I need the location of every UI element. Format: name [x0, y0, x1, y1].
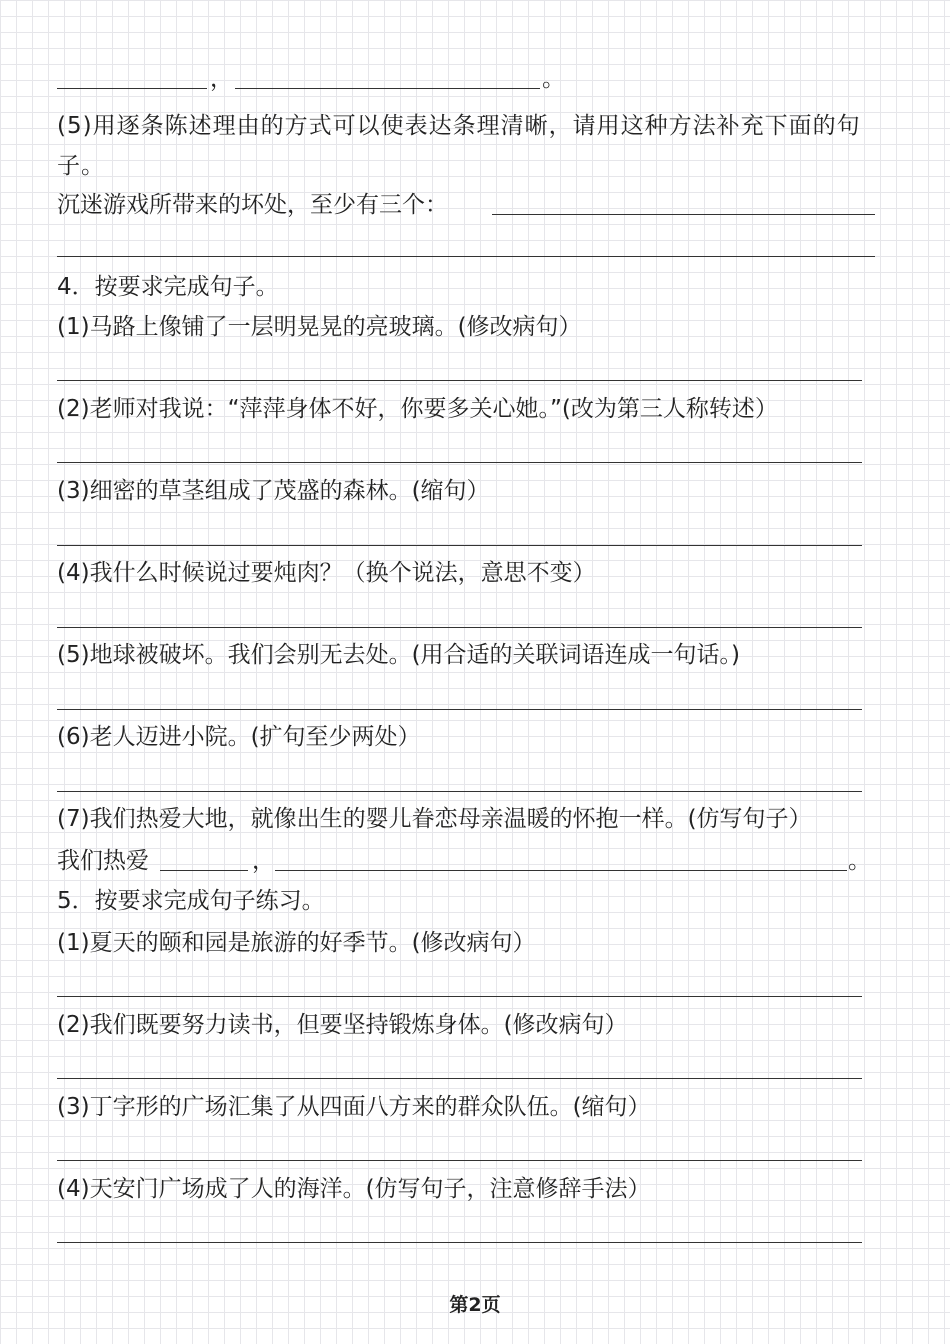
page-number: 第2页: [449, 1294, 501, 1316]
answer-line[interactable]: [57, 380, 862, 381]
question-item: (5)地球被破坏。我们会别无去处。(用合适的关联词语连成一句话。): [57, 642, 741, 668]
answer-line[interactable]: [57, 1160, 862, 1161]
question-item: (6)老人迈进小院。(扩句至少两处）: [57, 724, 421, 750]
question-item: (7)我们热爱大地，就像出生的婴儿眷恋母亲温暖的怀抱一样。(仿写句子）: [57, 806, 812, 832]
question-prompt: (5)用逐条陈述理由的方式可以使表达条理清晰，请用这种方法补充下面的句子。: [57, 113, 861, 179]
question-item: (1)夏天的颐和园是旅游的好季节。(修改病句）: [57, 930, 536, 956]
answer-line[interactable]: [57, 545, 862, 546]
punctuation: 。: [542, 66, 565, 92]
answer-line[interactable]: [57, 996, 862, 997]
section-heading: 5．按要求完成句子练习。: [57, 888, 325, 914]
question-stem: 沉迷游戏所带来的坏处，至少有三个：: [57, 192, 448, 218]
answer-blank[interactable]: [160, 870, 248, 871]
answer-line[interactable]: [57, 1078, 862, 1079]
question-item: (3)丁字形的广场汇集了从四面八方来的群众队伍。(缩句）: [57, 1094, 651, 1120]
answer-blank[interactable]: [275, 870, 847, 871]
answer-blank[interactable]: [235, 88, 540, 89]
section-heading: 4．按要求完成句子。: [57, 274, 279, 300]
answer-line[interactable]: [57, 627, 862, 628]
question-item: (2)我们既要努力读书，但要坚持锻炼身体。(修改病句）: [57, 1012, 628, 1038]
answer-blank[interactable]: [492, 214, 875, 215]
answer-line[interactable]: [57, 462, 862, 463]
answer-line[interactable]: [57, 1242, 862, 1243]
answer-blank[interactable]: [57, 88, 207, 89]
answer-line[interactable]: [57, 256, 875, 257]
question-item: (4)天安门广场成了人的海洋。(仿写句子，注意修辞手法）: [57, 1176, 651, 1202]
question-item: (4)我什么时候说过要炖肉？（换个说法，意思不变）: [57, 560, 596, 586]
answer-line[interactable]: [57, 709, 862, 710]
punctuation: 。: [848, 848, 871, 874]
question-item: (1)马路上像铺了一层明晃晃的亮玻璃。(修改病句）: [57, 314, 582, 340]
punctuation: ，: [252, 848, 275, 874]
question-item: (3)细密的草茎组成了茂盛的森林。(缩句）: [57, 478, 490, 504]
punctuation: ，: [210, 66, 233, 92]
question-item: (2)老师对我说：“萍萍身体不好，你要多关心她。”(改为第三人称转述）: [57, 396, 778, 422]
answer-line[interactable]: [57, 791, 862, 792]
fill-prefix: 我们热爱: [57, 848, 149, 874]
